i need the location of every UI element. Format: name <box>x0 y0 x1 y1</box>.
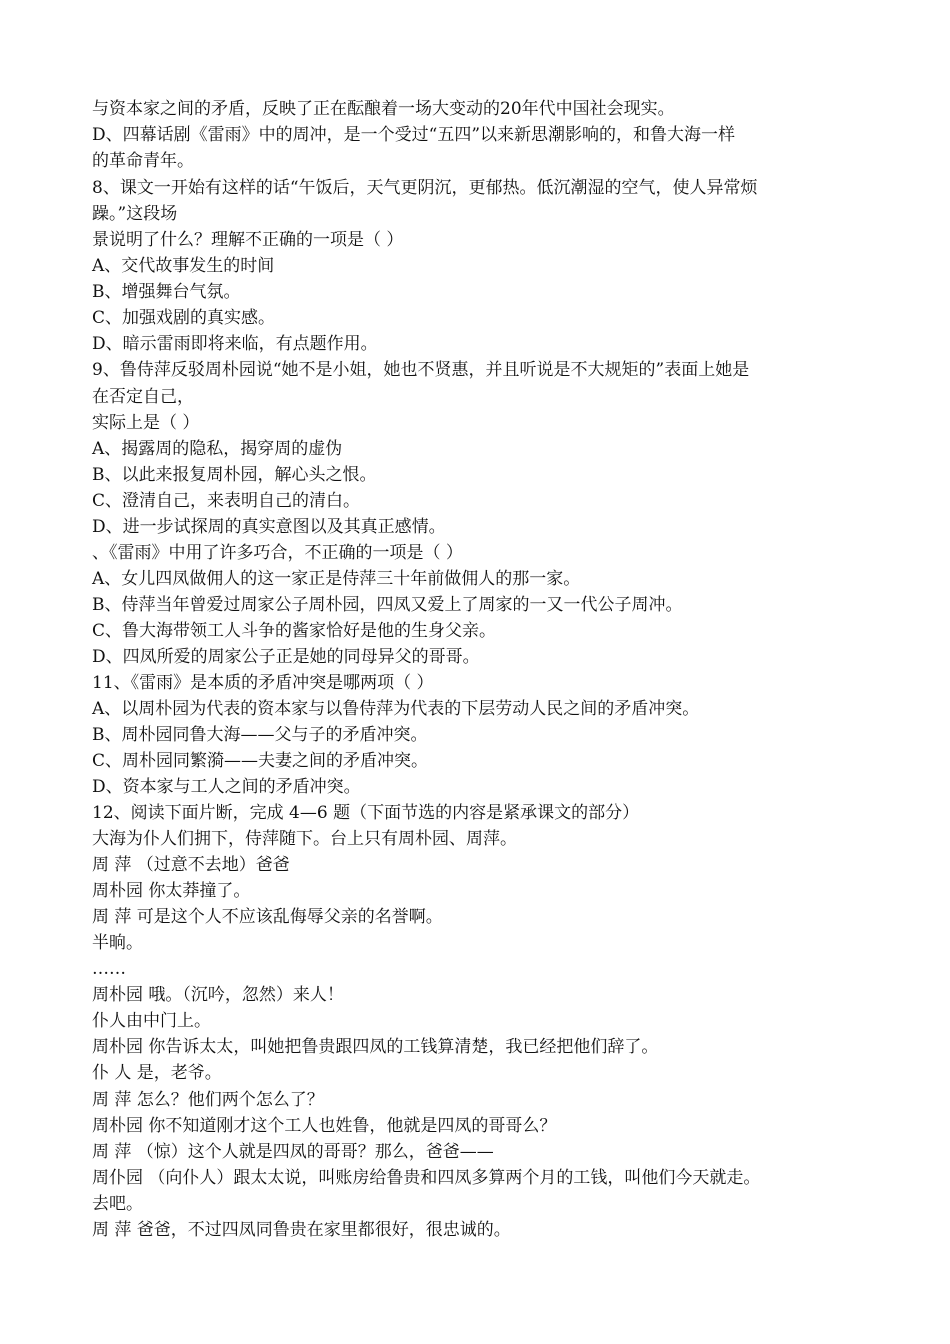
text-line: 躁。”这段场 <box>92 204 178 224</box>
text-line: 周朴园 哦。（沉吟，忽然）来人！ <box>92 985 344 1005</box>
text-line: 大海为仆人们拥下，侍萍随下。台上只有周朴园、周萍。 <box>92 829 517 849</box>
text-line: 、《雷雨》中用了许多巧合，不正确的一项是（ ） <box>92 543 463 563</box>
text-line: 周 萍 爸爸，不过四凤同鲁贵在家里都很好，很忠诚的。 <box>92 1220 511 1240</box>
text-line: A、交代故事发生的时间 <box>92 256 275 276</box>
text-line: 实际上是（ ） <box>92 413 200 433</box>
text-line: D、资本家与工人之间的矛盾冲突。 <box>92 777 361 797</box>
text-line: 周 萍 怎么？他们两个怎么了？ <box>92 1090 324 1110</box>
text-line: 去吧。 <box>92 1194 143 1214</box>
text-line: 仆人由中门上。 <box>92 1011 211 1031</box>
text-line: A、女儿四凤做佣人的这一家正是侍萍三十年前做佣人的那一家。 <box>92 569 581 589</box>
text-line: 周 萍 （过意不去地）爸爸 <box>92 855 290 875</box>
text-line: 11、《雷雨》是本质的矛盾冲突是哪两项（ ） <box>92 673 434 693</box>
text-line: B、增强舞台气氛。 <box>92 282 241 302</box>
text-line: B、以此来报复周朴园，解心头之恨。 <box>92 465 377 485</box>
text-line: B、侍萍当年曾爱过周家公子周朴园，四凤又爱上了周家的一又一代公子周冲。 <box>92 595 683 615</box>
text-line: C、鲁大海带领工人斗争的酱家恰好是他的生身父亲。 <box>92 621 497 641</box>
text-line: …… <box>92 959 126 979</box>
text-line: A、揭露周的隐私，揭穿周的虚伪 <box>92 439 343 459</box>
text-line: 周 萍 可是这个人不应该乱侮辱父亲的名誉啊。 <box>92 907 443 927</box>
text-line: B、周朴园同鲁大海——父与子的矛盾冲突。 <box>92 725 428 745</box>
text-line: 仆 人 是，老爷。 <box>92 1063 222 1083</box>
text-line: C、澄清自己，来表明自己的清白。 <box>92 491 361 511</box>
text-line: 周仆园 （向仆人）跟太太说，叫账房给鲁贵和四凤多算两个月的工钱，叫他们今天就走。 <box>92 1168 761 1188</box>
text-line: A、以周朴园为代表的资本家与以鲁侍萍为代表的下层劳动人民之间的矛盾冲突。 <box>92 699 700 719</box>
text-line: 的革命青年。 <box>92 151 194 171</box>
text-line: 周朴园 你告诉太太，叫她把鲁贵跟四凤的工钱算清楚，我已经把他们辞了。 <box>92 1037 659 1057</box>
text-line: 在否定自己， <box>92 387 194 407</box>
text-line: 8、课文一开始有这样的话“午饭后，天气更阴沉，更郁热。低沉潮湿的空气，使人异常烦 <box>92 178 758 198</box>
text-line: 12、阅读下面片断，完成 4—6 题（下面节选的内容是紧承课文的部分） <box>92 803 640 823</box>
text-line: 9、鲁侍萍反驳周朴园说“她不是小姐，她也不贤惠，并且听说是不大规矩的”表面上她是 <box>92 360 750 380</box>
text-line: D、四凤所爱的周家公子正是她的同母异父的哥哥。 <box>92 647 480 667</box>
text-line: 半晌。 <box>92 933 143 953</box>
text-line: 周朴园 你不知道刚才这个工人也姓鲁，他就是四凤的哥哥么？ <box>92 1116 557 1136</box>
text-line: 周 萍 （惊）这个人就是四凤的哥哥？那么，爸爸—— <box>92 1142 494 1162</box>
text-line: C、加强戏剧的真实感。 <box>92 308 276 328</box>
text-line: 景说明了什么？理解不正确的一项是（ ） <box>92 230 404 250</box>
text-line: 周朴园 你太莽撞了。 <box>92 881 251 901</box>
text-line: D、四幕话剧《雷雨》中的周冲，是一个受过“五四”以来新思潮影响的，和鲁大海一样 <box>92 125 736 145</box>
text-line: D、暗示雷雨即将来临，有点题作用。 <box>92 334 378 354</box>
text-line: 与资本家之间的矛盾，反映了正在酝酿着一场大变动的20年代中国社会现实。 <box>92 99 675 119</box>
text-line: C、周朴园同繁漪——夫妻之间的矛盾冲突。 <box>92 751 429 771</box>
text-line: D、进一步试探周的真实意图以及其真正感情。 <box>92 517 446 537</box>
